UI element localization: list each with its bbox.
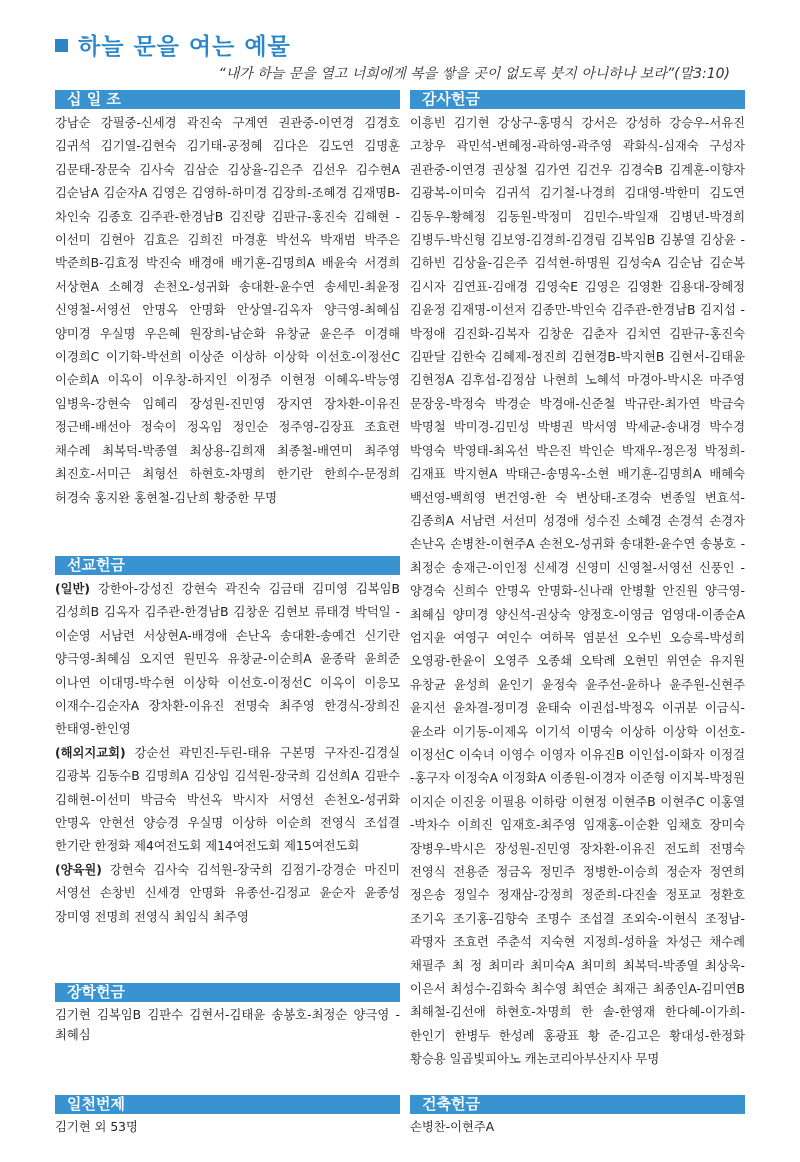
mission-tag-general: (일반) bbox=[55, 582, 90, 596]
mission-tag-orphanage: (양육원) bbox=[55, 862, 102, 877]
building-section bbox=[410, 1095, 745, 1137]
mission-names-general: 강한아-강성진 강현숙 곽진숙 김금태 김미영 김복임B 김성희B 김옥자 김주관-한경남B 김창운 김현보 류태경 박덕일 -이순영 서남련 서상현A-배경애 손난옥 송대환-송예건 신기란 양극영-최혜심 오지연 원민옥 유창균-이순희A 윤종락 윤희준 이나연 이대명-박수현 이상학 이선호-이정선C 이옥이 이응모 이재수-김순자A 장차환-이유진 전명숙 최주영 한경식-장희진 한태영-한인영 bbox=[55, 582, 400, 737]
scholarship-header: 장학헌금 bbox=[55, 983, 400, 1002]
tithe-header: 십 일 조 bbox=[55, 90, 400, 109]
mission-names-overseas: 강순선 곽민진-두린-태유 구본명 구자진-김경실 김광복 김동수B 김명희A 김상임 김석원-장국희 김선희A 김판수 김해현-이선미 박금숙 박선옥 박시자 서영선 손천오-성귀화 안명옥 안현선 양승경 우실명 이상하 이순희 전영식 조섭결 한기란 한정화 제4여전도회 제14여전도회 제15여전도회 bbox=[55, 745, 400, 854]
mission-tag-overseas: (해외지교회) bbox=[55, 745, 126, 760]
mission-section bbox=[55, 556, 400, 929]
mission-group-general bbox=[55, 578, 400, 742]
thousand-names: 김기현 외 53명 bbox=[55, 1120, 138, 1134]
mission-group-orphanage bbox=[55, 859, 400, 929]
thousand-header: 일천번제 bbox=[55, 1095, 400, 1114]
page-header bbox=[55, 28, 755, 61]
scholarship-names: 김기현 김복임B 김판수 김현서-김태윤 송봉호-최정순 양극영 -최혜심 bbox=[55, 1008, 400, 1042]
building-header: 건축헌금 bbox=[410, 1095, 745, 1114]
mission-header: 선교헌금 bbox=[55, 556, 400, 575]
thanks-header: 감사헌금 bbox=[410, 90, 745, 109]
tithe-names: 강남순 강필중-신세경 곽진숙 구계연 권관중-이연경 김경호 김귀석 김기열-김현숙 김기태-공정혜 김다은 김도연 김명훈 김문태-장문숙 김사숙 김삼순 김상율-김은주 김선우 김수현A 김순남A 김순자A 김영은 김영하-하미경 김장희-조혜경 김재명B-차인숙 김종호 김주관-한경남B 김진량 김판규-홍진숙 김해현 -이선미 김현아 김효은 김희진 마경훈 박선옥 박재범 박주은 박준희B-김효정 박진숙 배경애 배기훈-김명희A 배윤숙 서경희 서상현A 소혜경 손천오-성귀화 송대환-윤수연 송세민-최윤정 신영철-서영선 안명옥 안명화 안상열-김옥자 양극영-최혜심 양미경 우실명 우은혜 원장희-남순화 유창균 윤은주 이경해 이경희C 이기학-박선희 이상준 이상하 이상학 이선호-이정선C 이순희A 이옥이 이우창-하지인 이정주 이현정 이혜옥-박능영 임병욱-강현숙 임혜리 장성원-진민영 장지연 장차환-이유진 정근배-배선아 정숙이 정옥임 정인순 정주영-김장표 조효련 채수례 최복덕-박종열 최상용-김희재 최종철-배연미 최주영 최진호-서미근 최형선 하현호-차명희 한기란 한희수-문정희 허경숙 홍지완 홍현철-김난희 황중한 무명 bbox=[55, 116, 400, 505]
thanks-names: 이흥빈 김기현 강상구-홍명식 강서은 강성하 강승우-서유진 고창우 곽민석-변혜정-곽하영-곽주영 곽화식-심재숙 구성자 권관중-이연경 권상철 김가연 김건우 김경숙B 김계훈-이향자 김광복-이미숙 김귀석 김기철-나경희 김대영-박한미 김도연 김동우-황혜정 김동원-박정미 김민수-박일재 김병년-박경희 김병두-박신형 김보영-김경희-김경림 김복임B 김봉열 김상윤 -김하빈 김상율-김은주 김석현-하명원 김성숙A 김순남 김순복 김시자 김연표-김애경 김영숙E 김영은 김영환 김용대-장혜정 김윤정 김재명-이선저 김종만-박인숙 김주관-한경남B 김지섭 -박정애 김진화-김복자 김창운 김춘자 김치연 김판규-홍진숙 김판달 김한숙 김혜제-정진희 김현경B-박지현B 김현서-김태윤 김현정A 김후섭-김정삼 나현희 노혜석 마경아-박시온 마주영 문장웅-박정숙 박경순 박경애-신준철 박규란-최가연 박금숙 박명철 박미경-김민성 박병권 박서영 박세균-송내경 박수경 박영숙 박영태-최옥선 박은진 박인순 박재우-정은정 박정희-김재표 박지현A 박태근-송명옥-소현 배기훈-김명희A 배혜숙 백선영-백희영 변건영-한 숙 변상태-조경숙 변종일 변효석-김종희A 서남련 서선미 성경애 성수진 소혜경 손경석 손경자 손난옥 손병찬-이현주A 손천오-성귀화 송대환-윤수연 송봉호 -최정순 송재근-이인정 신세경 신영미 신영철-서영선 신풍인 -양경숙 신희수 안명옥 안명화-신나래 안병활 안진원 양극영-최혜심 양미경 양신석-권상숙 양정호-이영금 엄영대-이종순A 엄지윤 여영구 여인수 여하목 염분선 오수빈 오승록-박성희 오영광-한윤이 오영주 오종쇄 오탁례 오현민 위연순 유지원 유창균 윤성희 윤인기 윤정숙 윤주선-윤하나 윤주원-신현주 윤지선 윤차결-정미경 윤태숙 이권섭-박정옥 이귀분 이금식-윤소라 이기동-이제옥 이기석 이명숙 이상하 이상학 이선호-이정선C 이숙녀 이영수 이영자 이유진B 이인섭-이화자 이정걸 -홍구자 이정숙A 이정화A 이종원-이경자 이준형 이지복-박정원 이지순 이진웅 이필용 이하랑 이현정 이현주B 이현주C 이홍열 -박차수 이희진 임재호-최주영 임재홍-이순환 임채호 장미숙 장병우-박시은 장성원-진민영 장차환-이유진 전도희 전명숙 전영식 전용준 정금옥 정민주 정병한-이승희 정순자 정연희 정은송 정일수 정재삼-강정희 정준희-다진솔 정포교 정환호 조기옥 조기홍-김향숙 조명수 조섭결 조외숙-이현식 조정남-곽명자 조효련 주춘석 지숙현 지정희-성하율 차성근 채수례 채필주 최 정 최미라 최미숙A 최미희 최복덕-박종열 최상욱-이은서 최성수-김화숙 최수영 최연순 최재근 최종인A-김미연B 최해철-김선애 하현호-차명희 한 솔-한영재 한다혜-이가희-한인기 한병두 한성례 홍광표 황 준-김고은 황대성-한정화 황승용 일곱빛피아노 캐논코리아부산지사 무명 bbox=[410, 116, 745, 1067]
mission-group-overseas bbox=[55, 742, 400, 859]
scholarship-section bbox=[55, 983, 400, 1045]
thousand-section bbox=[55, 1095, 400, 1137]
tithe-section bbox=[55, 90, 400, 510]
thanks-section bbox=[410, 90, 745, 1072]
bible-verse: “내가 하늘 문을 열고 너희에게 복을 쌓을 곳이 없도록 붓지 아니하나 보라”(말3:10) bbox=[218, 66, 730, 82]
title-row bbox=[55, 28, 755, 61]
square-bullet-icon bbox=[55, 39, 68, 52]
page-title: 하늘 문을 여는 예물 bbox=[78, 34, 291, 60]
mission-names-orphanage: 강현숙 김사숙 김석원-장국희 김점기-강경순 마진미 서영선 손창빈 신세경 안명화 유종선-김정교 윤순자 윤종성 장미영 전명희 전영식 최임식 최주영 bbox=[55, 862, 400, 924]
building-names: 손병찬-이현주A bbox=[410, 1120, 495, 1134]
